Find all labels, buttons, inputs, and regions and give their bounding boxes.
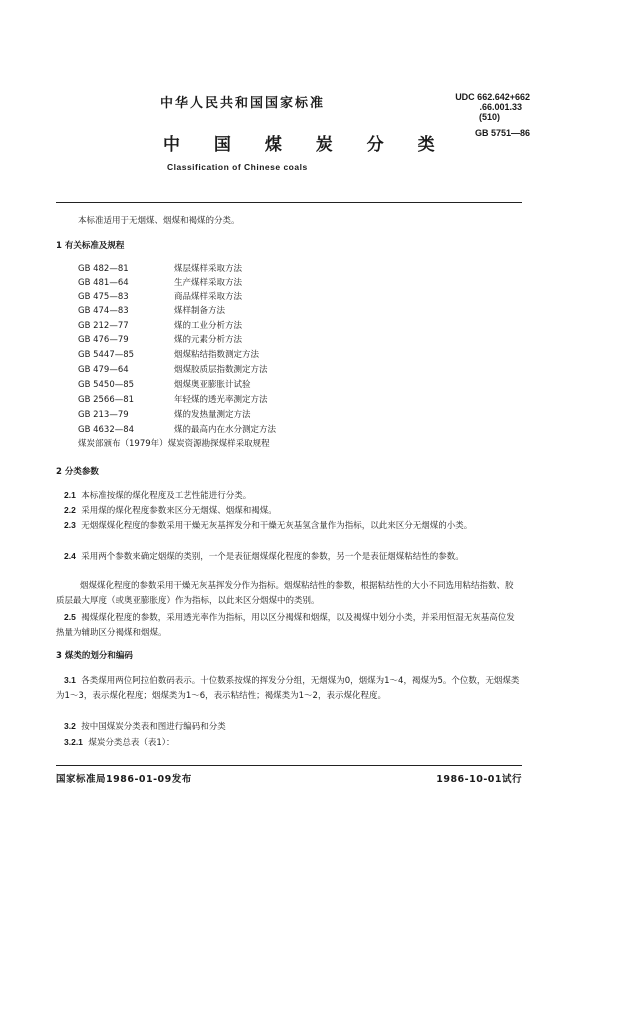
list-item	[78, 291, 242, 303]
standard-code: GB 2566—81	[78, 395, 135, 405]
list-item	[78, 424, 276, 436]
standard-name: 烟煤胶质层指数测定方法	[174, 365, 268, 375]
clause-number: 3.2	[64, 721, 76, 731]
section-3-heading: 3 煤类的划分和编码	[56, 651, 133, 661]
standard-name: 煤样制备方法	[174, 306, 226, 316]
clause-text: 煤炭分类总表（表1）：	[88, 738, 175, 748]
section-2-heading: 2 分类参数	[56, 467, 99, 477]
list-item	[78, 364, 268, 376]
standard-name: 年轻煤的透光率测定方法	[174, 395, 268, 405]
standard-name: 生产煤样采取方法	[174, 278, 243, 288]
clause-text: 按中国煤炭分类表和图进行编码和分类	[81, 722, 226, 732]
standard-name: 商品煤样采取方法	[174, 292, 243, 302]
list-item	[78, 277, 242, 289]
udc-line: (510)	[478, 112, 500, 122]
header-rule	[56, 202, 522, 203]
clause-number: 3.1	[64, 675, 76, 685]
list-item	[78, 320, 242, 332]
clause-number: 2.5	[64, 612, 76, 622]
clause-2-4	[56, 549, 520, 565]
clause-2-2	[64, 504, 277, 517]
clause-text: 本标准按煤的煤化程度及工艺性能进行分类。	[81, 491, 252, 501]
standard-name: 煤的发热量测定方法	[174, 410, 251, 420]
standard-name: 煤的元素分析方法	[174, 335, 243, 345]
clause-text: 采用两个参数来确定烟煤的类别，一个是表征烟煤煤化程度的参数，另一个是表征烟煤粘结性的参数。	[81, 552, 464, 562]
standard-code: GB 212—77	[78, 321, 129, 331]
standard-name: 煤层煤样采取方法	[174, 264, 243, 274]
standard-name: 烟煤粘结指数测定方法	[174, 350, 260, 360]
issue-date: 国家标准局1986-01-09发布	[56, 774, 192, 785]
list-item	[78, 263, 242, 275]
clause-number: 2.4	[64, 551, 76, 561]
standard-code: GB 479—64	[78, 365, 129, 375]
standard-name: 烟煤奥亚膨胀计试验	[174, 380, 251, 390]
list-item	[78, 305, 225, 317]
clause-2-3	[56, 518, 520, 534]
document-title: 中 国 煤 炭 分 类	[163, 135, 449, 155]
clause-3-2-1	[64, 736, 174, 749]
issuer-title: 中华人民共和国国家标准	[160, 96, 326, 111]
clause-text: 各类煤用两位阿拉伯数码表示。十位数系按煤的挥发分分组，无烟煤为0，烟煤为1～4，褐煤为5。个位数，无烟煤类为1～3，表示煤化程度；烟煤类为1～6，表示粘结性；褐煤类为1～2，表示煤化程度。	[56, 676, 520, 701]
standard-code: GB 476—79	[78, 335, 129, 345]
gb-number: GB 5751—86	[474, 128, 530, 138]
standard-code: GB 4632—84	[78, 425, 135, 435]
footer-rule	[56, 765, 522, 766]
udc-line: .66.001.33	[479, 102, 522, 112]
clause-text: 采用煤的煤化程度参数来区分无烟煤、烟煤和褐煤。	[81, 506, 277, 516]
clause-number: 2.1	[64, 490, 76, 500]
clause-number: 3.2.1	[64, 737, 83, 747]
clause-text: 无烟煤煤化程度的参数采用干燥无灰基挥发分和干燥无灰基氢含量作为指标，以此来区分无烟煤的小类。	[81, 521, 473, 531]
udc-code	[428, 92, 530, 122]
scope-statement: 本标准适用于无烟煤、烟煤和褐煤的分类。	[78, 216, 240, 226]
standard-code: GB 481—64	[78, 278, 129, 288]
list-item	[78, 334, 242, 346]
clause-2-5	[56, 610, 520, 641]
coking-parameter-paragraph: 烟煤煤化程度的参数采用干燥无灰基挥发分作为指标。烟煤粘结性的参数，根据粘结性的大小不同选用粘结指数、胶质层最大厚度（或奥亚膨胀度）作为指标，以此来区分烟煤中的类别。	[56, 581, 514, 606]
standard-code: GB 5447—85	[78, 350, 135, 360]
standard-name: 煤的最高内在水分测定方法	[174, 425, 277, 435]
clause-3-2	[64, 720, 226, 733]
standard-code: GB 213—79	[78, 410, 129, 420]
list-item	[78, 394, 268, 406]
list-item	[78, 349, 259, 361]
standard-code: GB 474—83	[78, 306, 129, 316]
section-1-heading: 1 有关标准及规程	[56, 241, 125, 251]
clause-2-1	[64, 489, 251, 502]
clause-3-1	[56, 673, 520, 704]
clause-number: 2.2	[64, 505, 76, 515]
effective-date: 1986-10-01试行	[436, 774, 522, 785]
standard-name: 煤的工业分析方法	[174, 321, 243, 331]
regulation-item: 煤炭部颁布（1979年）煤炭资源勘探煤样采取规程	[78, 439, 270, 449]
standard-code: GB 5450—85	[78, 380, 135, 390]
document-title-english: Classification of Chinese coals	[167, 162, 308, 172]
clause-text: 褐煤煤化程度的参数，采用透光率作为指标，用以区分褐煤和烟煤，以及褐煤中划分小类，并采用恒湿无灰基高位发热量为辅助区分褐煤和烟煤。	[56, 613, 515, 638]
standard-code: GB 475—83	[78, 292, 129, 302]
udc-line: UDC 662.642+662	[455, 92, 530, 102]
clause-number: 2.3	[64, 520, 76, 530]
standard-code: GB 482—81	[78, 264, 129, 274]
list-item	[78, 379, 251, 391]
list-item	[78, 409, 251, 421]
